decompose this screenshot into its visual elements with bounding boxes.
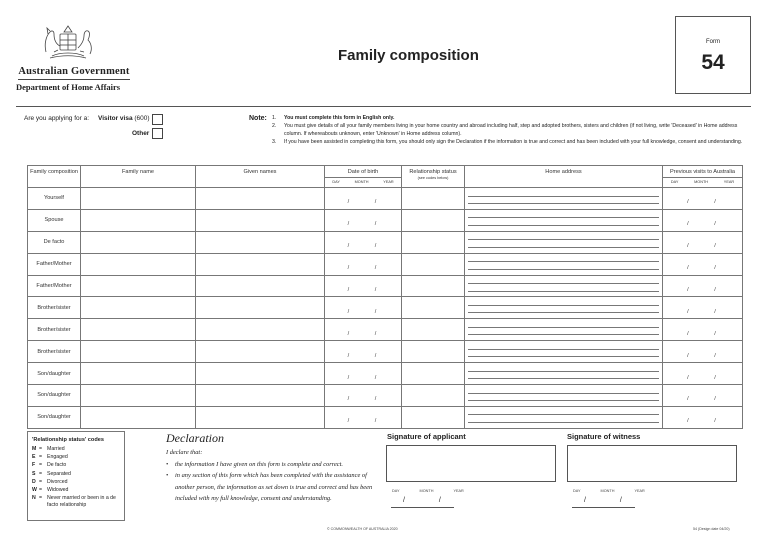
- given-names-cell[interactable]: [196, 275, 325, 297]
- relationship-status-cell[interactable]: [402, 363, 465, 385]
- equals-sign: =: [39, 470, 43, 477]
- row-label: Yourself: [28, 188, 81, 210]
- previous-visits-cell[interactable]: / /: [663, 297, 743, 319]
- year-label: YEAR: [383, 180, 394, 184]
- table-row: [28, 319, 743, 341]
- table-row: [28, 341, 743, 363]
- day-label: DAY: [670, 180, 679, 184]
- code-description: Separated: [47, 470, 71, 477]
- table-row: [28, 209, 743, 231]
- family-table: [27, 165, 743, 429]
- previous-visits-cell[interactable]: / /: [663, 209, 743, 231]
- address-line: [468, 327, 659, 328]
- date-of-birth-cell[interactable]: / /: [325, 341, 402, 363]
- relationship-status-cell[interactable]: [402, 385, 465, 407]
- date-of-birth-cell[interactable]: / /: [325, 297, 402, 319]
- home-address-cell[interactable]: [465, 188, 663, 210]
- note-item: [272, 115, 752, 122]
- table-row: [28, 363, 743, 385]
- date-of-birth-cell[interactable]: / /: [325, 253, 402, 275]
- notes-list: [272, 115, 752, 147]
- address-line: [468, 239, 659, 240]
- family-name-cell[interactable]: [81, 297, 196, 319]
- month-label: MONTH: [419, 489, 434, 493]
- relationship-status-cell[interactable]: [402, 297, 465, 319]
- other-label: Other: [132, 130, 150, 137]
- address-line: [468, 356, 659, 357]
- date-of-birth-cell[interactable]: / /: [325, 188, 402, 210]
- address-line: [468, 414, 659, 415]
- family-name-cell[interactable]: [81, 231, 196, 253]
- row-label: De facto: [28, 231, 81, 253]
- relationship-status-cell[interactable]: [402, 275, 465, 297]
- date-of-birth-cell[interactable]: / /: [325, 319, 402, 341]
- home-address-cell[interactable]: [465, 297, 663, 319]
- witness-date-labels: [573, 489, 665, 493]
- declaration-bullet-text: the information I have given on this form is complete and correct.: [175, 460, 344, 468]
- note-label: Note:: [249, 115, 267, 122]
- given-names-cell[interactable]: [196, 319, 325, 341]
- table-row: [28, 188, 743, 210]
- row-label: Father/Mother: [28, 275, 81, 297]
- previous-visits-cell[interactable]: / /: [663, 363, 743, 385]
- code-item: [32, 461, 120, 469]
- given-names-cell[interactable]: [196, 385, 325, 407]
- relationship-status-cell[interactable]: [402, 253, 465, 275]
- table-row: [28, 253, 743, 275]
- declaration-bullet: [166, 459, 378, 471]
- code-item: [32, 494, 120, 509]
- other-checkbox[interactable]: [152, 128, 163, 139]
- home-address-cell[interactable]: [465, 363, 663, 385]
- code-item: [32, 486, 120, 494]
- date-of-birth-cell[interactable]: / /: [325, 209, 402, 231]
- row-label: Son/daughter: [28, 385, 81, 407]
- visitor-visa-label: [98, 115, 150, 122]
- date-of-birth-cell[interactable]: / /: [325, 231, 402, 253]
- table-row: [28, 231, 743, 253]
- home-address-cell[interactable]: [465, 319, 663, 341]
- column-header-relationship-status: [402, 166, 465, 188]
- code-letter: E: [32, 454, 36, 461]
- given-names-cell[interactable]: [196, 188, 325, 210]
- table-row: [28, 297, 743, 319]
- applying-question: Are you applying for a:: [24, 115, 90, 122]
- code-description: Divorced: [47, 478, 68, 485]
- row-label: Father/Mother: [28, 253, 81, 275]
- address-line: [468, 283, 659, 284]
- table-header-row: [28, 166, 743, 188]
- given-names-cell[interactable]: [196, 231, 325, 253]
- code-item: [32, 453, 120, 461]
- address-line: [468, 334, 659, 335]
- previous-visits-cell[interactable]: / /: [663, 275, 743, 297]
- code-description: De facto: [47, 462, 67, 469]
- previous-visits-cell[interactable]: / /: [663, 406, 743, 428]
- code-description: Engaged: [47, 454, 68, 461]
- witness-date-line: [572, 507, 635, 508]
- address-line: [468, 312, 659, 313]
- equals-sign: =: [39, 487, 43, 494]
- month-label: MONTH: [354, 180, 369, 184]
- witness-date-field[interactable]: / /: [584, 497, 638, 504]
- column-header-home-address: Home address: [465, 166, 663, 188]
- bullet-icon: •: [166, 460, 169, 468]
- date-of-birth-cell[interactable]: / /: [325, 385, 402, 407]
- bullet-icon: •: [166, 472, 169, 479]
- date-subheaders: [325, 178, 401, 184]
- home-address-cell[interactable]: [465, 231, 663, 253]
- code-letter: W: [32, 487, 37, 494]
- family-name-cell[interactable]: [81, 363, 196, 385]
- declaration-intro: I declare that:: [166, 449, 203, 456]
- address-line: [468, 349, 659, 350]
- equals-sign: =: [39, 478, 43, 485]
- form-label: Form: [706, 39, 720, 45]
- relationship-status-cell[interactable]: [402, 406, 465, 428]
- applicant-signature-title: Signature of applicant: [387, 432, 466, 441]
- form-number: 54: [701, 51, 725, 74]
- equals-sign: =: [39, 454, 43, 461]
- family-name-cell[interactable]: [81, 319, 196, 341]
- address-line: [468, 261, 659, 262]
- row-label: Brother/sister: [28, 341, 81, 363]
- day-label: DAY: [332, 180, 340, 184]
- table-row: [28, 406, 743, 428]
- note-text: If you have been assisted in completing this form, you should only sign the Declaration if the information is true and correct and has been included with your full knowledge, consent and understanding.: [284, 138, 743, 145]
- date-of-birth-cell[interactable]: / /: [325, 363, 402, 385]
- row-label: Son/daughter: [28, 363, 81, 385]
- address-line: [468, 217, 659, 218]
- day-label: DAY: [573, 489, 581, 493]
- home-address-cell[interactable]: [465, 275, 663, 297]
- declaration-bullet: [166, 470, 378, 505]
- date-of-birth-cell[interactable]: / /: [325, 275, 402, 297]
- family-name-cell[interactable]: [81, 385, 196, 407]
- home-address-cell[interactable]: [465, 406, 663, 428]
- relationship-status-cell[interactable]: [402, 319, 465, 341]
- page-title: Family composition: [338, 47, 479, 64]
- note-text: You must complete this form in English only.: [284, 115, 395, 121]
- visitor-visa-text: Visitor visa: [98, 115, 133, 122]
- row-label: Brother/sister: [28, 319, 81, 341]
- row-label: Brother/sister: [28, 297, 81, 319]
- given-names-cell[interactable]: [196, 253, 325, 275]
- day-label: DAY: [392, 489, 400, 493]
- address-line: [468, 247, 659, 248]
- family-name-cell[interactable]: [81, 253, 196, 275]
- code-description: Married: [47, 446, 65, 452]
- family-name-cell[interactable]: [81, 341, 196, 363]
- note-item: [272, 123, 752, 138]
- column-header-family-composition: Family composition: [28, 166, 81, 188]
- code-description: Widowed: [47, 487, 69, 494]
- declaration-body: [166, 447, 378, 505]
- previous-visits-cell[interactable]: / /: [663, 385, 743, 407]
- home-address-cell[interactable]: [465, 341, 663, 363]
- previous-visits-cell[interactable]: / /: [663, 188, 743, 210]
- address-line: [468, 291, 659, 292]
- month-label: MONTH: [600, 489, 615, 493]
- column-header-previous-visits: [663, 166, 743, 188]
- month-label: MONTH: [694, 180, 709, 184]
- address-line: [468, 393, 659, 394]
- form-code: 54 (Design date 04/20): [693, 527, 730, 531]
- family-name-cell[interactable]: [81, 209, 196, 231]
- copyright: © COMMONWEALTH OF AUSTRALIA 2020: [327, 527, 398, 531]
- date-of-birth-cell[interactable]: / /: [325, 406, 402, 428]
- previous-visits-cell[interactable]: / /: [663, 341, 743, 363]
- witness-signature-title: Signature of witness: [567, 432, 641, 441]
- witness-signature-box[interactable]: [567, 445, 737, 482]
- previous-visits-cell[interactable]: / /: [663, 231, 743, 253]
- year-label: YEAR: [723, 180, 735, 184]
- year-label: YEAR: [453, 489, 464, 493]
- relationship-status-subtitle: (see codes below): [417, 176, 449, 180]
- applicant-date-line: [391, 507, 454, 508]
- family-name-cell[interactable]: [81, 275, 196, 297]
- note-item: [272, 139, 752, 146]
- applicant-signature-box[interactable]: [386, 445, 556, 482]
- relationship-status-cell[interactable]: [402, 231, 465, 253]
- column-header-date-of-birth: [325, 166, 402, 188]
- family-name-cell[interactable]: [81, 406, 196, 428]
- code-item: [32, 445, 120, 453]
- department-name: Department of Home Affairs: [16, 82, 121, 92]
- code-letter: N: [32, 495, 36, 502]
- code-letter: S: [32, 470, 36, 477]
- equals-sign: =: [39, 446, 43, 452]
- visit-date-subheaders: [663, 178, 742, 184]
- address-line: [468, 378, 659, 379]
- home-address-cell[interactable]: [465, 209, 663, 231]
- given-names-cell[interactable]: [196, 363, 325, 385]
- table-row: [28, 275, 743, 297]
- home-address-cell[interactable]: [465, 253, 663, 275]
- address-line: [468, 400, 659, 401]
- code-letter: M: [32, 446, 37, 452]
- coat-of-arms-icon: [40, 22, 96, 64]
- government-name: Australian Government: [18, 66, 130, 77]
- code-letter: F: [32, 462, 36, 469]
- code-item: [32, 470, 120, 478]
- column-header-given-names: Given names: [196, 166, 325, 188]
- note-number: 1.: [272, 115, 277, 121]
- address-line: [468, 203, 659, 204]
- code-letter: D: [32, 478, 36, 485]
- divider: [18, 79, 130, 80]
- address-line: [468, 196, 659, 197]
- relationship-status-cell[interactable]: [402, 341, 465, 363]
- form-number-box: [675, 16, 751, 94]
- given-names-cell[interactable]: [196, 209, 325, 231]
- previous-visits-cell[interactable]: / /: [663, 253, 743, 275]
- visitor-visa-checkbox[interactable]: [152, 114, 163, 125]
- applicant-date-field[interactable]: / /: [403, 497, 457, 504]
- visitor-visa-code: (600): [134, 115, 150, 122]
- home-address-cell[interactable]: [465, 385, 663, 407]
- previous-visits-title: Previous visits to Australia: [663, 166, 742, 178]
- code-item: [32, 478, 120, 486]
- address-line: [468, 225, 659, 226]
- address-line: [468, 269, 659, 270]
- equals-sign: =: [39, 462, 43, 469]
- given-names-cell[interactable]: [196, 297, 325, 319]
- relationship-status-cell[interactable]: [402, 209, 465, 231]
- note-number: 2.: [272, 123, 277, 130]
- codes-list: [32, 445, 120, 509]
- address-line: [468, 305, 659, 306]
- column-header-family-name: Family name: [81, 166, 196, 188]
- row-label: Son/daughter: [28, 406, 81, 428]
- previous-visits-cell[interactable]: / /: [663, 319, 743, 341]
- given-names-cell[interactable]: [196, 341, 325, 363]
- address-line: [468, 371, 659, 372]
- relationship-status-title: Relationship status: [409, 169, 457, 175]
- codes-title: 'Relationship status' codes: [32, 437, 104, 443]
- declaration-title: Declaration: [166, 431, 224, 445]
- relationship-codes-box: [27, 431, 125, 521]
- table-row: [28, 385, 743, 407]
- date-of-birth-title: Date of birth: [325, 166, 401, 178]
- address-line: [468, 422, 659, 423]
- applicant-date-labels: [392, 489, 484, 493]
- equals-sign: =: [39, 495, 43, 502]
- divider: [16, 106, 751, 107]
- note-text: You must give details of all your family members living in your home country and abroad including half, step and adopted brothers, sisters and children (if not living, write 'Deceased' in Home address column. If whereabouts unknown, enter 'Unknown' in Home address column).: [284, 123, 738, 137]
- declaration-bullet-text: in any section of this form which has been completed with the assistance of another person, the information as set down is true and correct and has been included with my full knowledge, consent and understanding.: [175, 472, 373, 502]
- relationship-status-cell[interactable]: [402, 188, 465, 210]
- given-names-cell[interactable]: [196, 406, 325, 428]
- year-label: YEAR: [634, 489, 645, 493]
- code-description: Never married or been in a de facto relationship: [47, 495, 116, 509]
- family-name-cell[interactable]: [81, 188, 196, 210]
- row-label: Spouse: [28, 209, 81, 231]
- note-number: 3.: [272, 138, 277, 145]
